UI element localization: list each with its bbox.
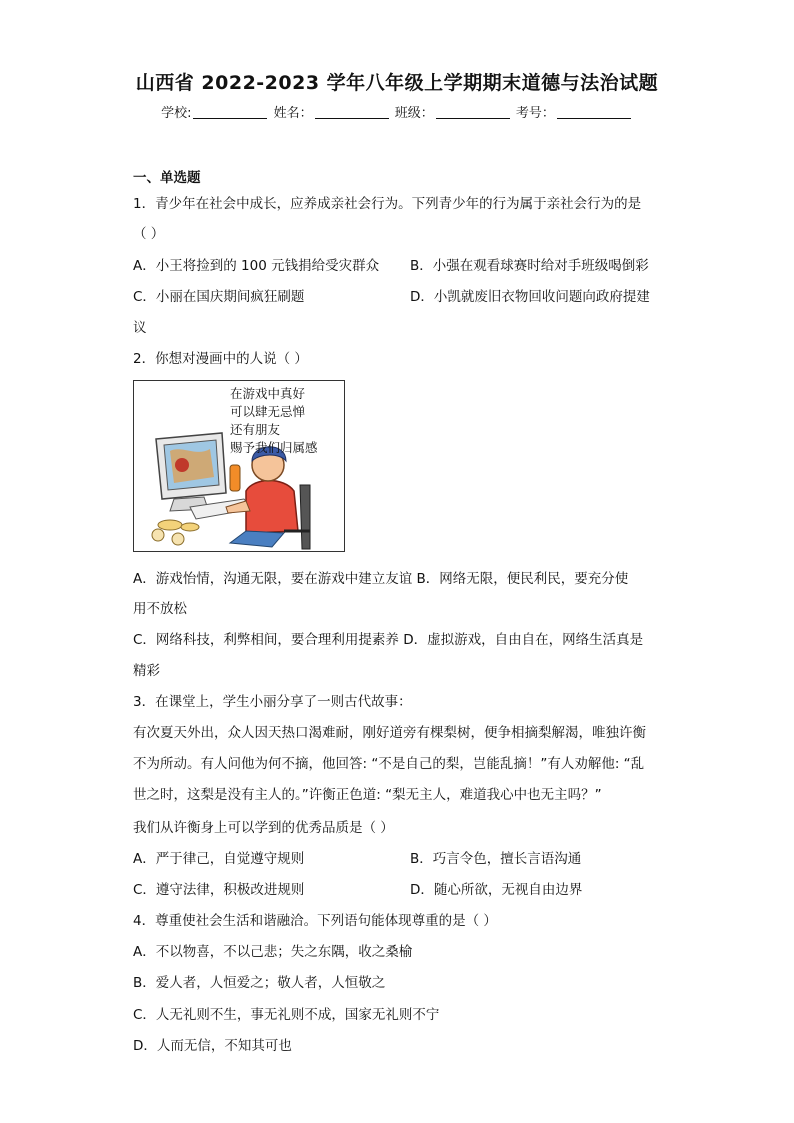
q3-story-line: 世之时，这梨是没有主人的。”许衡正色道: “梨无主人，难道我心中也无主吗？” bbox=[133, 787, 602, 803]
q3-option-a[interactable]: A．严于律己，自觉遵守规则 bbox=[133, 851, 305, 867]
section-title: 一、单选题 bbox=[133, 170, 201, 186]
student-info-line bbox=[0, 102, 794, 121]
q1-option-d-cont: 议 bbox=[133, 320, 147, 336]
q3-stem: 3．在课堂上，学生小丽分享了一则古代故事： bbox=[133, 694, 412, 710]
school-blank[interactable] bbox=[193, 104, 267, 119]
exam-number-label: 考号： bbox=[515, 106, 555, 121]
cartoon-speech-text bbox=[230, 385, 318, 457]
q3-option-d[interactable]: D．随心所欲，无视自由边界 bbox=[410, 882, 583, 898]
school-label: 学校: bbox=[161, 106, 192, 121]
q3-story-line: 有次夏天外出，众人因天热口渴难耐，刚好道旁有棵梨树，便争相摘梨解渴，唯独许衡 bbox=[133, 725, 646, 741]
name-blank[interactable] bbox=[315, 104, 389, 119]
q4-option-a[interactable]: A．不以物喜，不以己悲；失之东隅，收之桑榆 bbox=[133, 944, 413, 960]
exam-title: 山西省 2022-2023 学年八年级上学期期末道德与法治试题 bbox=[135, 72, 659, 94]
q4-option-d[interactable]: D．人而无信，不知其可也 bbox=[133, 1038, 292, 1054]
q3-option-c[interactable]: C．遵守法律，积极改进规则 bbox=[133, 882, 305, 898]
q2-options-cd[interactable]: C．网络科技，利弊相间，要合理利用提素养 D．虚拟游戏，自由自在，网络生活真是 bbox=[133, 632, 644, 648]
q1-option-d[interactable]: D．小凯就废旧衣物回收问题向政府提建 bbox=[410, 289, 650, 305]
q1-stem-cont: （ ） bbox=[133, 226, 165, 242]
q3-story-line: 不为所动。有人问他为何不摘，他回答: “不是自己的梨，岂能乱摘！”有人劝解他: “乱 bbox=[133, 756, 645, 772]
cartoon-image bbox=[133, 380, 345, 552]
q1-option-c[interactable]: C．小丽在国庆期间疯狂刷题 bbox=[133, 289, 305, 305]
q4-option-c[interactable]: C．人无礼则不生，事无礼则不成，国家无礼则不宁 bbox=[133, 1007, 440, 1023]
q3-option-b[interactable]: B．巧言令色，擅长言语沟通 bbox=[410, 851, 582, 867]
q2-options-ab-cont: 用不放松 bbox=[133, 601, 187, 617]
q3-question: 我们从许衡身上可以学到的优秀品质是（ ） bbox=[133, 820, 394, 836]
q1-option-b[interactable]: B．小强在观看球赛时给对手班级喝倒彩 bbox=[410, 258, 649, 274]
cartoon-text-line: 可以肆无忌惮 bbox=[230, 404, 306, 419]
class-blank[interactable] bbox=[436, 104, 510, 119]
cartoon-text-line: 在游戏中真好 bbox=[230, 386, 306, 401]
cartoon-text-line: 还有朋友 bbox=[230, 422, 281, 437]
q4-option-b[interactable]: B．爱人者，人恒爱之；敬人者，人恒敬之 bbox=[133, 975, 386, 991]
q4-stem: 4．尊重使社会生活和谐融洽。下列语句能体现尊重的是（ ） bbox=[133, 913, 497, 929]
q1-option-a[interactable]: A．小王将捡到的 100 元钱捐给受灾群众 bbox=[133, 258, 380, 274]
q2-stem: 2．你想对漫画中的人说（ ） bbox=[133, 351, 308, 367]
q1-stem: 1．青少年在社会中成长，应养成亲社会行为。下列青少年的行为属于亲社会行为的是 bbox=[133, 196, 642, 212]
name-label: 姓名： bbox=[273, 106, 313, 121]
class-label: 班级： bbox=[394, 106, 434, 121]
cartoon-text-line: 赐予我们归属感 bbox=[230, 440, 318, 455]
exam-number-blank[interactable] bbox=[557, 104, 631, 119]
q2-options-ab[interactable]: A．游戏怡情，沟通无限，要在游戏中建立友谊 B．网络无限，便民利民，要充分使 bbox=[133, 571, 629, 587]
q2-options-cd-cont: 精彩 bbox=[133, 663, 160, 679]
